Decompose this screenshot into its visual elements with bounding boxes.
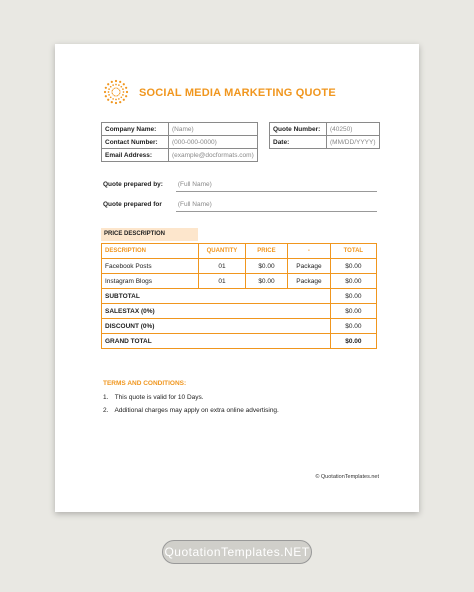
price-description-header: PRICE DESCRIPTION [101,228,198,241]
salestax-label: SALESTAX (0%) [102,304,331,319]
prepared-for-label: Quote prepared for [103,201,162,208]
row-total: $0.00 [330,259,376,274]
row-price[interactable]: $0.00 [245,259,287,274]
table-row [102,274,377,289]
row-quantity[interactable]: 01 [199,259,246,274]
row-description[interactable]: Facebook Posts [102,259,199,274]
table-row [102,259,377,274]
row-price[interactable]: $0.00 [245,274,287,289]
subtotal-value: $0.00 [330,289,376,304]
col-total: TOTAL [330,244,376,259]
footer-credit: © QuotationTemplates.net [315,474,379,480]
terms-item [103,394,279,401]
terms-item-text: This quote is valid for 10 Days. [114,394,204,401]
discount-value: $0.00 [330,319,376,334]
grand-total-value: $0.00 [330,334,376,349]
terms-item-number: 1. [103,394,109,401]
col-price: PRICE [245,244,287,259]
document-title: SOCIAL MEDIA MARKETING QUOTE [139,87,336,99]
contact-number-label: Contact Number: [102,136,169,149]
summary-row [102,304,377,319]
terms-heading: TERMS AND CONDITIONS: [103,380,187,387]
quote-info-table [269,122,380,149]
email-address-label: Email Address: [102,149,169,162]
col-type: - [288,244,331,259]
prepared-by-underline [176,191,377,192]
terms-item-number: 2. [103,407,109,414]
row-total: $0.00 [330,274,376,289]
terms-item [103,407,279,414]
salestax-value: $0.00 [330,304,376,319]
row-type[interactable]: Package [288,259,331,274]
discount-label: DISCOUNT (0%) [102,319,331,334]
prepared-by-row [103,181,377,188]
prepared-by-field[interactable]: (Full Name) [177,181,212,188]
col-quantity: QUANTITY [199,244,246,259]
row-description[interactable]: Instagram Blogs [102,274,199,289]
date-field[interactable]: (MM/DD/YYYY) [327,136,380,149]
terms-section [103,380,279,420]
prepared-for-row [103,201,377,208]
quote-number-field[interactable]: (40250) [327,123,380,136]
price-table [101,243,377,349]
summary-row [102,334,377,349]
grand-total-label: GRAND TOTAL [102,334,331,349]
document-page [55,44,419,512]
row-type[interactable]: Package [288,274,331,289]
price-table-header [102,244,377,259]
col-description: DESCRIPTION [102,244,199,259]
email-address-field[interactable]: (example@docformats.com) [169,149,258,162]
date-label: Date: [270,136,327,149]
prepared-for-underline [176,211,377,212]
quote-number-label: Quote Number: [270,123,327,136]
company-info-table [101,122,258,162]
prepared-by-label: Quote prepared by: [103,181,163,188]
prepared-for-field[interactable]: (Full Name) [177,201,212,208]
company-name-label: Company Name: [102,123,169,136]
subtotal-label: SUBTOTAL [102,289,331,304]
row-quantity[interactable]: 01 [199,274,246,289]
sunburst-logo-icon [102,78,130,106]
contact-number-field[interactable]: (000-000-0000) [169,136,258,149]
summary-row [102,289,377,304]
site-badge[interactable]: QuotationTemplates.NET [162,540,312,564]
terms-item-text: Additional charges may apply on extra online advertising. [114,407,279,414]
summary-row [102,319,377,334]
company-name-field[interactable]: (Name) [169,123,258,136]
